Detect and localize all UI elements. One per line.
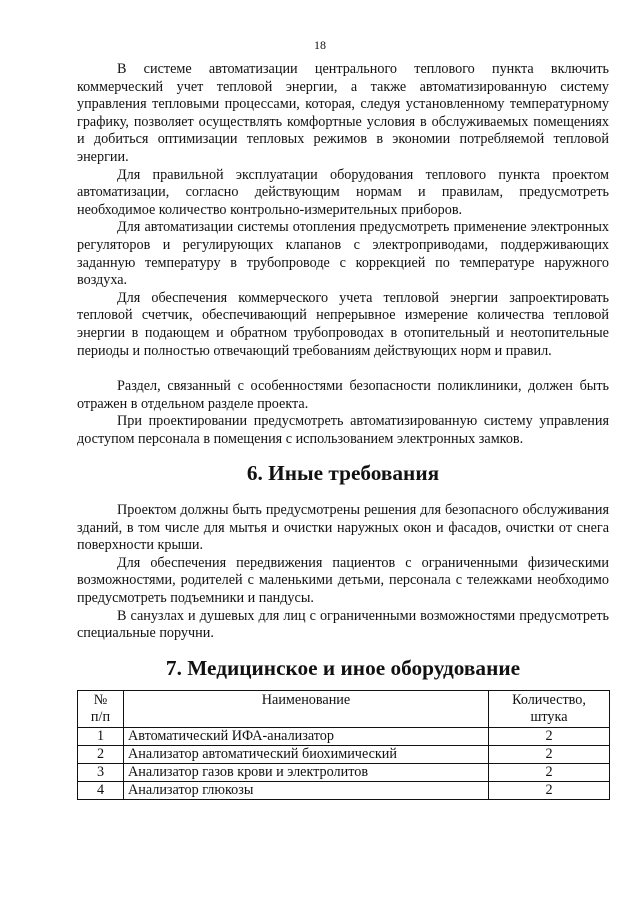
cell-number: 2 <box>78 746 124 764</box>
paragraph: Проектом должны быть предусмотрены решения для безопасного обслуживания зданий, в том числе для мытья и очистки наружных окон и фасадов, очистки от снега поверхности крыши. <box>77 502 609 554</box>
header-number: № п/п <box>78 691 124 728</box>
paragraph: В системе автоматизации центрального теплового пункта включить коммерческий учет тепловой энергии, а также автоматизированную систему управления тепловыми процессами, которая, следуя установленному температурному графику, позволяет осуществлять комфортные условия в обслуживаемых помещениях и добиться оптимизации тепловых режимов в экономии потребляемой тепловой энергии. <box>77 61 609 165</box>
paragraph: Для автоматизации системы отопления предусмотреть применение электронных регуляторов и регулирующих клапанов с электроприводами, поддерживающих заданную температуру в трубопроводе с коррекцией по температуре наружного воздуха. <box>77 219 609 289</box>
table-row <box>78 782 610 800</box>
cell-name: Анализатор глюкозы <box>124 782 489 800</box>
paragraph: При проектировании предусмотреть автоматизированную систему управления доступом персонала в помещения с использованием электронных замков. <box>77 413 609 447</box>
equipment-table <box>77 690 610 800</box>
table-row <box>78 764 610 782</box>
document-body <box>77 61 609 800</box>
section-6-heading: 6. Иные требования <box>246 461 440 486</box>
table-row <box>78 746 610 764</box>
table-row <box>78 728 610 746</box>
paragraph: Для обеспечения передвижения пациентов с ограниченными физическими возможностями, родителей с маленькими детьми, персонала с тележками необходимо предусмотреть подъемники и пандусы. <box>77 554 609 607</box>
cell-quantity: 2 <box>489 764 610 782</box>
page-number: 18 <box>314 38 326 52</box>
cell-quantity: 2 <box>489 746 610 764</box>
header-quantity: Количество, штука <box>489 691 610 728</box>
cell-quantity: 2 <box>489 728 610 746</box>
paragraph: Для правильной эксплуатации оборудования теплового пункта проектом автоматизации, согласно действующим нормам и правилам, предусмотреть необходимое количество контрольно-измерительных приборов. <box>77 166 609 218</box>
cell-name: Анализатор газов крови и электролитов <box>124 764 489 782</box>
cell-number: 3 <box>78 764 124 782</box>
paragraph: В санузлах и душевых для лиц с ограниченными возможностями предусмотреть специальные поручни. <box>77 607 609 642</box>
cell-name: Автоматический ИФА-анализатор <box>124 728 489 746</box>
section-7-heading: 7. Медицинское и иное оборудование <box>165 655 521 680</box>
cell-number: 1 <box>78 728 124 746</box>
cell-name: Анализатор автоматический биохимический <box>124 746 489 764</box>
header-name: Наименование <box>124 691 489 728</box>
cell-number: 4 <box>78 782 124 800</box>
spacer <box>77 360 609 378</box>
spacer <box>77 483 609 496</box>
paragraph: Раздел, связанный с особенностями безопасности поликлиники, должен быть отражен в отдельном разделе проекта. <box>77 378 609 412</box>
table-header-row <box>78 691 610 728</box>
cell-quantity: 2 <box>489 782 610 800</box>
paragraph: Для обеспечения коммерческого учета тепловой энергии запроектировать тепловой счетчик, обеспечивающий непрерывное измерение количества тепловой энергии в подающем и обратном трубопроводах в отопительный и неотопительные периоды и полностью отвечающий требованиям действующих норм и правил. <box>77 289 609 359</box>
